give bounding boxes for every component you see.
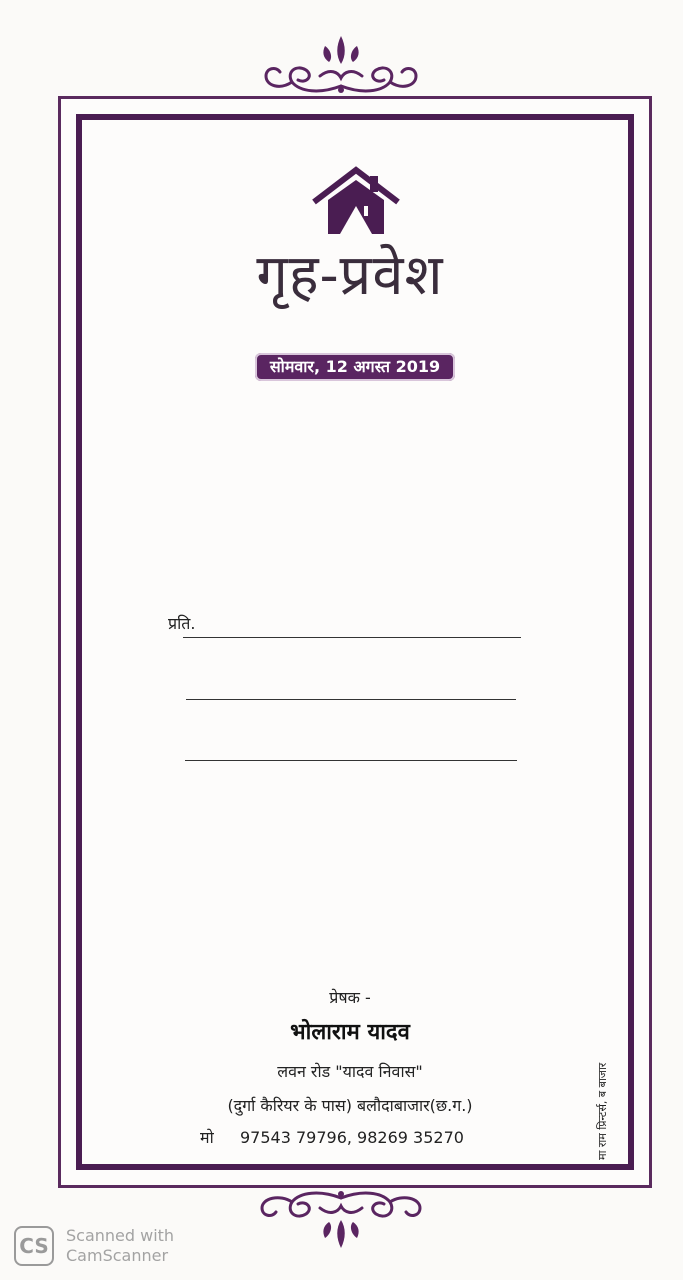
recipient-line-2 bbox=[186, 699, 516, 700]
sender-phone-row bbox=[200, 1126, 520, 1148]
phone-label: मो bbox=[200, 1128, 214, 1147]
sender-name: भोलाराम यादव bbox=[290, 1020, 410, 1045]
sender-address-line1: लवन रोड "यादव निवास" bbox=[277, 1062, 423, 1081]
date-badge: सोमवार, 12 अगस्त 2019 bbox=[255, 353, 455, 381]
printer-credit: मा राम प्रिन्टर्स, ब बाजार bbox=[596, 1062, 609, 1160]
sender-label: प्रेषक - bbox=[329, 988, 371, 1007]
phone-numbers: 97543 79796, 98269 35270 bbox=[240, 1128, 464, 1147]
recipient-line-3 bbox=[185, 760, 517, 761]
camscanner-watermark bbox=[66, 1226, 174, 1266]
watermark-line1: Scanned with bbox=[66, 1226, 175, 1245]
card-title: गृह-प्रवेश bbox=[256, 243, 444, 308]
recipient-line-1 bbox=[183, 637, 521, 638]
top-flourish-ornament bbox=[0, 32, 683, 98]
sender-address-line2: (दुर्गा कैरियर के पास) बलौदाबाजार(छ.ग.) bbox=[227, 1096, 473, 1115]
recipient-label: प्रति. bbox=[168, 614, 196, 633]
watermark-line2: CamScanner bbox=[66, 1246, 169, 1265]
camscanner-logo: CS bbox=[14, 1226, 54, 1266]
house-icon bbox=[310, 166, 402, 238]
